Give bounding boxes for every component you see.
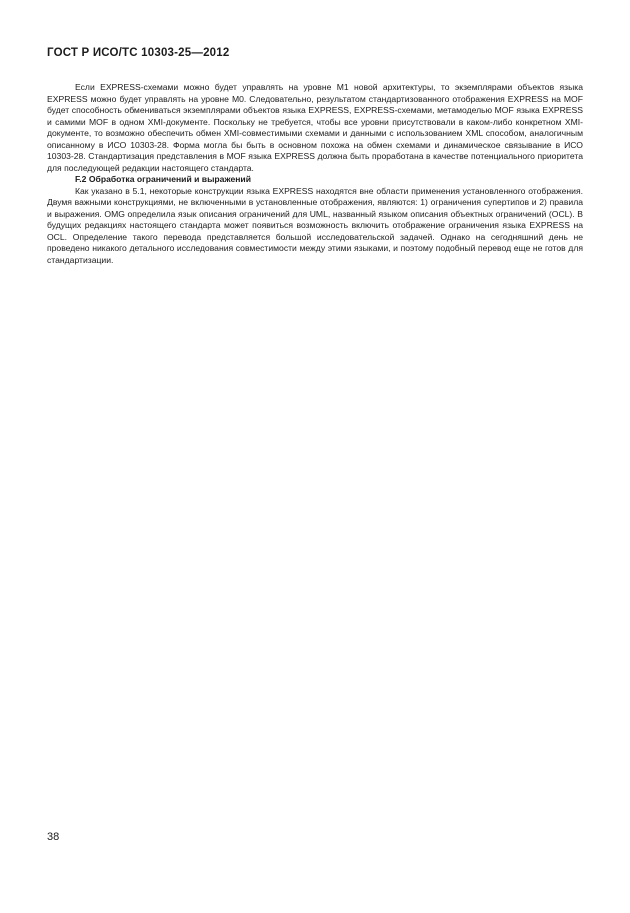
paragraph-constraints: Как указано в 5.1, некоторые конструкции языка EXPRESS находятся вне области применения установленного отображения. Двумя важными конструкциями, не включенными в установленные отображения, являются: 1) ограничения супертипов и 2) правила и выражения. OMG определила язык описания ограничений для UML, названный языком описания объектных ограничений (OCL). В будущих редакциях настоящего стандарта может появиться возможность включить отображение ограничения языка EXPRESS на OCL. Определение такого перевода представляется большой исследовательской задачей. Однако на сегодняшний день не проведено никакого детального исследования совместимости между этими языками, и поэтому подобный перевод еще не готов для стандартизации. xyxy=(47,185,583,265)
paragraph-express-mof: Если EXPRESS-схемами можно будет управлять на уровне M1 новой архитектуры, то экземплярами объектов языка EXPRESS можно будет управлять на уровне M0. Следовательно, результатом стандартизованного отображения EXPRESS на MOF будет способность обмениваться экземплярами объектов языка EXPRESS, EXPRESS-схемами, метамоделью MOF языка EXPRESS и самими MOF в одном XMI-документе. Поскольку не требуется, чтобы все уровни присутствовали в каком-либо конкретном XMI-документе, то возможно обеспечить обмен XMI-совместимыми схемами и данными с использованием XML способом, аналогичным описанному в ИСО 10303-28. Форма могла бы быть в основном похожа на обмен схемами и динамическое связывание в ИСО 10303-28. Стандартизация представления в MOF языка EXPRESS должна быть проработана в качестве потенциального приоритета для последующей редакции настоящего стандарта. xyxy=(47,82,583,173)
document-body xyxy=(47,82,583,266)
document-header: ГОСТ Р ИСО/ТС 10303-25—2012 xyxy=(47,47,230,59)
page-number: 38 xyxy=(47,831,60,843)
section-heading-f2: F.2 Обработка ограничений и выражений xyxy=(75,174,251,184)
